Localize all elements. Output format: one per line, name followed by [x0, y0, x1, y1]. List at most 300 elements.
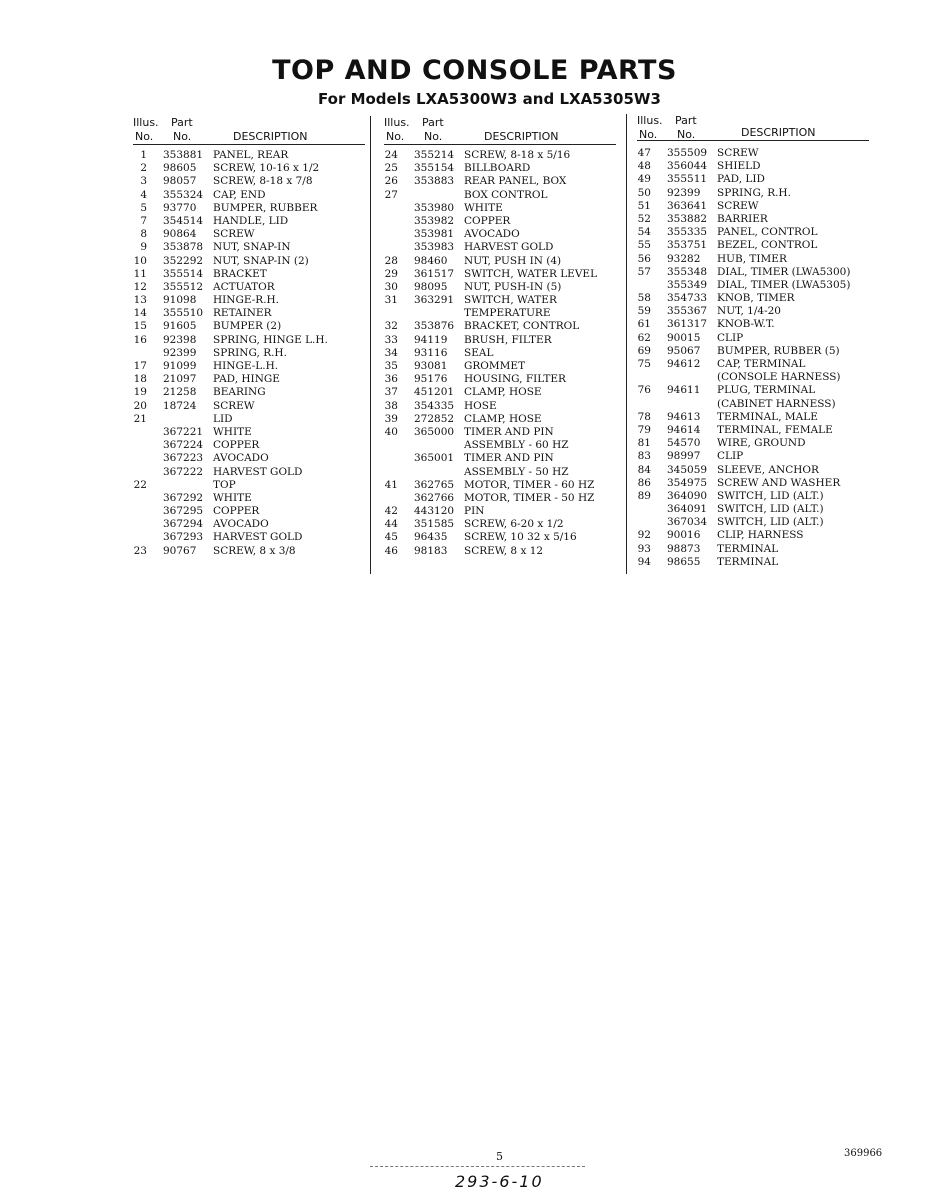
part-number: 353878 — [163, 241, 204, 254]
table-row — [133, 320, 365, 333]
illus-number: 40 — [384, 425, 398, 438]
page-title: TOP AND CONSOLE PARTS — [272, 55, 677, 86]
illus-number: 3 — [140, 175, 147, 188]
part-number: 355514 — [163, 267, 204, 280]
illus-number: 51 — [637, 199, 651, 212]
illus-number: 94 — [637, 555, 651, 568]
part-description: (CABINET HARNESS) — [717, 397, 836, 410]
table-row — [384, 241, 616, 254]
part-number: 94119 — [414, 333, 448, 346]
part-number: 94611 — [667, 384, 701, 397]
part-description: BRACKET — [213, 267, 267, 280]
part-description: SCREW, 8-18 x 5/16 — [464, 149, 571, 161]
part-number: 93081 — [414, 360, 448, 372]
part-number: 90767 — [163, 544, 197, 557]
table-row — [637, 411, 869, 424]
table-row — [384, 426, 616, 439]
part-number: 362765 — [414, 478, 455, 491]
part-number: 367221 — [163, 425, 204, 438]
illus-number: 37 — [384, 386, 398, 399]
part-number: 92399 — [667, 186, 701, 199]
illus-number: 57 — [637, 265, 651, 278]
part-number: 355348 — [667, 265, 708, 278]
illus-number: 84 — [637, 463, 651, 476]
part-no-label: No. — [677, 128, 696, 141]
part-description: HINGE-L.H. — [213, 360, 279, 372]
part-number: 354733 — [667, 292, 708, 305]
part-number: 21258 — [163, 386, 197, 399]
part-number: 353983 — [414, 241, 455, 254]
table-row — [637, 332, 869, 345]
illus-number: 55 — [637, 239, 651, 252]
illus-number: 2 — [140, 162, 147, 175]
part-description: SWITCH, LID (ALT.) — [717, 516, 824, 529]
part-description: SPRING, R.H. — [717, 186, 791, 199]
part-description: REAR PANEL, BOX — [464, 175, 567, 188]
part-number: 98095 — [414, 280, 448, 293]
part-description: NUT, PUSH-IN (5) — [464, 280, 562, 293]
table-row — [133, 307, 365, 320]
header-rule — [384, 144, 616, 145]
part-number: 92398 — [163, 333, 197, 346]
handwritten-note: 293-6-10 — [455, 1172, 544, 1191]
part-description: HOSE — [464, 399, 497, 412]
illus-no-label: No. — [639, 128, 658, 141]
part-no-label: No. — [424, 130, 443, 143]
illus-number: 13 — [133, 294, 147, 307]
table-row — [384, 400, 616, 413]
table-row — [637, 371, 869, 384]
table-row — [133, 202, 365, 215]
table-row — [133, 294, 365, 307]
illus-no-label: No. — [386, 130, 405, 143]
illus-number: 86 — [637, 476, 651, 489]
part-number: 353982 — [414, 214, 455, 227]
illus-number: 26 — [384, 175, 398, 188]
part-description: SCREW, 10 32 x 5/16 — [464, 531, 577, 544]
table-row — [384, 413, 616, 426]
illus-number: 34 — [384, 346, 398, 359]
illus-number: 81 — [637, 437, 651, 450]
illus-number: 49 — [637, 173, 651, 186]
part-description: SCREW — [717, 199, 759, 212]
illus-number: 18 — [133, 373, 147, 386]
table-row — [384, 189, 616, 202]
part-number: 345059 — [667, 463, 708, 476]
illus-number: 76 — [637, 384, 651, 397]
part-number: 355214 — [414, 149, 455, 161]
table-row — [637, 398, 869, 411]
illus-number: 8 — [140, 228, 147, 241]
part-description: DIAL, TIMER (LWA5300) — [717, 265, 851, 278]
part-number: 353883 — [414, 175, 455, 188]
part-description: PANEL, CONTROL — [717, 226, 818, 239]
illus-number: 54 — [637, 226, 651, 239]
part-description: SCREW — [717, 147, 759, 159]
page-subtitle: For Models LXA5300W3 and LXA5305W3 — [318, 90, 661, 108]
table-row — [637, 318, 869, 331]
illus-number: 22 — [133, 478, 147, 491]
illus-number: 36 — [384, 373, 398, 386]
part-description: SWITCH, LID (ALT.) — [717, 489, 824, 502]
part-number: 90864 — [163, 228, 197, 241]
table-row — [384, 294, 616, 307]
part-description: SCREW, 6-20 x 1/2 — [464, 518, 564, 531]
part-description: BRUSH, FILTER — [464, 333, 552, 346]
part-number: 95176 — [414, 373, 448, 386]
part-number: 98183 — [414, 544, 448, 557]
table-row — [133, 175, 365, 188]
table-row — [637, 477, 869, 490]
part-description: ACTUATOR — [213, 280, 275, 293]
part-description: SCREW — [213, 399, 255, 412]
part-description: LID — [213, 412, 233, 425]
table-row — [133, 413, 365, 426]
page-number: 5 — [496, 1150, 503, 1163]
part-description: AVOCADO — [464, 228, 520, 241]
table-row — [384, 360, 616, 373]
part-number: 90016 — [667, 529, 701, 542]
part-number: 362766 — [414, 491, 455, 504]
part-number: 364091 — [667, 503, 708, 516]
illus-number: 27 — [384, 188, 398, 201]
illus-number: 93 — [637, 542, 651, 555]
part-number: 355154 — [414, 162, 455, 175]
table-row — [133, 241, 365, 254]
part-description: MOTOR, TIMER - 50 HZ — [464, 491, 595, 504]
part-description: SCREW, 10-16 x 1/2 — [213, 162, 320, 175]
table-row — [384, 545, 616, 558]
part-number: 356044 — [667, 160, 708, 173]
part-description: SCREW, 8 x 3/8 — [213, 544, 296, 557]
column-header — [133, 116, 365, 146]
table-row — [637, 147, 869, 160]
illus-number: 10 — [133, 254, 147, 267]
part-number: 443120 — [414, 505, 455, 518]
description-label: DESCRIPTION — [484, 130, 559, 143]
part-description: RETAINER — [213, 307, 272, 320]
table-row — [384, 386, 616, 399]
part-number: 93770 — [163, 201, 197, 214]
part-number: 361517 — [414, 267, 455, 280]
table-row — [133, 545, 365, 558]
illus-number: 11 — [133, 267, 147, 280]
part-description: CLAMP, HOSE — [464, 386, 542, 399]
table-row — [384, 268, 616, 281]
part-number: 367034 — [667, 516, 708, 529]
part-description: WHITE — [464, 201, 503, 214]
part-description: WHITE — [213, 425, 252, 438]
part-number: 354514 — [163, 214, 204, 227]
part-number: 361317 — [667, 318, 708, 331]
table-row — [133, 255, 365, 268]
parts-column-2 — [384, 116, 616, 558]
illus-number: 62 — [637, 331, 651, 344]
illus-number: 52 — [637, 212, 651, 225]
illus-number: 21 — [133, 412, 147, 425]
table-row — [637, 173, 869, 186]
illus-label: Illus. — [637, 114, 663, 127]
part-description: SPRING, R.H. — [213, 346, 287, 359]
part-description: BOX CONTROL — [464, 188, 548, 201]
table-row — [637, 200, 869, 213]
table-row — [637, 437, 869, 450]
illus-label: Illus. — [133, 116, 159, 129]
table-row — [384, 452, 616, 465]
part-number: 93282 — [667, 252, 701, 265]
part-description: AVOCADO — [213, 518, 269, 531]
part-number: 367293 — [163, 531, 204, 544]
illus-number: 78 — [637, 410, 651, 423]
part-description: HARVEST GOLD — [464, 241, 554, 254]
table-row — [384, 149, 616, 162]
part-description: SCREW — [213, 228, 255, 241]
part-description: SEAL — [464, 346, 494, 359]
illus-number: 61 — [637, 318, 651, 331]
table-row — [384, 373, 616, 386]
table-row — [637, 464, 869, 477]
illus-number: 38 — [384, 399, 398, 412]
illus-number: 7 — [140, 214, 147, 227]
part-no-label: No. — [173, 130, 192, 143]
part-number: 93116 — [414, 346, 448, 359]
table-row — [133, 386, 365, 399]
table-row — [637, 490, 869, 503]
part-description: PAD, HINGE — [213, 373, 280, 386]
part-number: 353882 — [667, 212, 708, 225]
table-row — [384, 518, 616, 531]
part-number: 353876 — [414, 320, 455, 333]
part-description: SWITCH, WATER LEVEL — [464, 267, 598, 280]
part-description: GROMMET — [464, 360, 526, 372]
illus-number: 15 — [133, 320, 147, 333]
table-row — [133, 531, 365, 544]
scan-mark — [370, 1166, 585, 1167]
part-description: NUT, SNAP-IN — [213, 241, 291, 254]
document-number: 369966 — [844, 1148, 883, 1159]
column-divider-1 — [370, 116, 371, 574]
part-description: PANEL, REAR — [213, 149, 289, 161]
table-row — [133, 426, 365, 439]
part-number: 367222 — [163, 465, 204, 478]
part-description: CLIP — [717, 450, 744, 463]
part-number: 365000 — [414, 425, 455, 438]
part-description: ASSEMBLY - 50 HZ — [464, 465, 569, 478]
part-number: 92399 — [163, 346, 197, 359]
illus-number: 20 — [133, 399, 147, 412]
part-number: 94612 — [667, 358, 701, 370]
table-row — [637, 239, 869, 252]
table-row — [637, 358, 869, 371]
part-description: WIRE, GROUND — [717, 437, 806, 450]
part-description: BILLBOARD — [464, 162, 531, 175]
part-description: HARVEST GOLD — [213, 465, 303, 478]
part-description: SCREW AND WASHER — [717, 476, 841, 489]
table-row — [384, 347, 616, 360]
part-number: 353751 — [667, 239, 708, 252]
part-number: 272852 — [414, 412, 455, 425]
part-description: CAP, TERMINAL — [717, 358, 806, 370]
part-description: HINGE-R.H. — [213, 294, 280, 307]
part-number: 18724 — [163, 399, 197, 412]
illus-number: 25 — [384, 162, 398, 175]
header-rule — [637, 140, 869, 141]
part-number: 54570 — [667, 437, 701, 450]
illus-number: 89 — [637, 489, 651, 502]
part-description: BEARING — [213, 386, 266, 399]
part-description: PAD, LID — [717, 173, 765, 186]
table-row — [384, 334, 616, 347]
table-row — [637, 543, 869, 556]
table-row — [133, 505, 365, 518]
part-description: KNOB, TIMER — [717, 292, 795, 305]
part-description: NUT, PUSH IN (4) — [464, 254, 562, 267]
part-number: 355335 — [667, 226, 708, 239]
table-row — [637, 450, 869, 463]
parts-column-1 — [133, 116, 365, 558]
part-number: 353981 — [414, 228, 455, 241]
part-description: TOP — [213, 478, 236, 491]
table-row — [133, 452, 365, 465]
part-description: (CONSOLE HARNESS) — [717, 371, 841, 384]
illus-number: 45 — [384, 531, 398, 544]
part-number: 363291 — [414, 294, 455, 307]
table-row — [637, 529, 869, 542]
part-number: 353980 — [414, 201, 455, 214]
table-row — [637, 292, 869, 305]
part-number: 355324 — [163, 188, 204, 201]
illus-number: 58 — [637, 292, 651, 305]
part-description: HUB, TIMER — [717, 252, 787, 265]
illus-number: 46 — [384, 544, 398, 557]
part-number: 355349 — [667, 278, 708, 291]
table-row — [133, 189, 365, 202]
table-row — [637, 345, 869, 358]
table-row — [637, 279, 869, 292]
illus-number: 56 — [637, 252, 651, 265]
part-description: CLIP, HARNESS — [717, 529, 804, 542]
part-description: HANDLE, LID — [213, 214, 289, 227]
table-row — [384, 479, 616, 492]
table-row — [637, 424, 869, 437]
part-number: 98460 — [414, 254, 448, 267]
illus-number: 12 — [133, 280, 147, 293]
part-description: SCREW, 8-18 x 7/8 — [213, 175, 313, 188]
parts-list — [133, 149, 365, 558]
table-row — [637, 160, 869, 173]
part-number: 355367 — [667, 305, 708, 318]
table-row — [384, 505, 616, 518]
part-description: AVOCADO — [213, 452, 269, 465]
column-header — [384, 116, 616, 146]
illus-number: 31 — [384, 294, 398, 307]
part-number: 21097 — [163, 373, 197, 386]
illus-number: 44 — [384, 518, 398, 531]
illus-number: 24 — [384, 149, 398, 161]
illus-number: 29 — [384, 267, 398, 280]
illus-number: 69 — [637, 344, 651, 357]
table-row — [637, 503, 869, 516]
part-number: 98605 — [163, 162, 197, 175]
part-description: BUMPER (2) — [213, 320, 282, 333]
description-label: DESCRIPTION — [741, 126, 816, 139]
part-description: CLAMP, HOSE — [464, 412, 542, 425]
part-number: 367224 — [163, 439, 204, 452]
parts-list — [637, 147, 869, 569]
table-row — [637, 253, 869, 266]
part-number: 94613 — [667, 410, 701, 423]
illus-number: 1 — [140, 149, 147, 161]
part-description: WHITE — [213, 491, 252, 504]
table-row — [384, 281, 616, 294]
illus-number: 59 — [637, 305, 651, 318]
illus-number: 9 — [140, 241, 147, 254]
part-number: 354975 — [667, 476, 708, 489]
illus-number: 79 — [637, 423, 651, 436]
part-description: SLEEVE, ANCHOR — [717, 463, 819, 476]
part-number: 91605 — [163, 320, 197, 333]
table-row — [384, 466, 616, 479]
part-description: KNOB-W.T. — [717, 318, 775, 331]
part-description: PLUG, TERMINAL — [717, 384, 816, 397]
part-number: 364090 — [667, 489, 708, 502]
illus-number: 48 — [637, 160, 651, 173]
part-number: 98873 — [667, 542, 701, 555]
table-row — [384, 320, 616, 333]
part-description: BARRIER — [717, 212, 768, 225]
part-description: NUT, SNAP-IN (2) — [213, 254, 309, 267]
illus-number: 50 — [637, 186, 651, 199]
part-number: 91099 — [163, 360, 197, 372]
table-row — [133, 149, 365, 162]
part-number: 355511 — [667, 173, 708, 186]
part-description: MOTOR, TIMER - 60 HZ — [464, 478, 595, 491]
illus-number: 92 — [637, 529, 651, 542]
table-row — [133, 400, 365, 413]
part-description: TIMER AND PIN — [464, 452, 554, 465]
table-row — [133, 439, 365, 452]
part-description: TERMINAL — [717, 542, 779, 555]
table-row — [133, 360, 365, 373]
part-description: SHIELD — [717, 160, 761, 173]
table-row — [637, 226, 869, 239]
table-row — [133, 334, 365, 347]
illus-number: 14 — [133, 307, 147, 320]
table-row — [384, 307, 616, 320]
part-description: BRACKET, CONTROL — [464, 320, 580, 333]
part-description: HARVEST GOLD — [213, 531, 303, 544]
illus-no-label: No. — [135, 130, 154, 143]
illus-number: 28 — [384, 254, 398, 267]
table-row — [133, 518, 365, 531]
illus-number: 16 — [133, 333, 147, 346]
illus-number: 35 — [384, 360, 398, 372]
part-number: 355510 — [163, 307, 204, 320]
part-number: 354335 — [414, 399, 455, 412]
part-number: 98057 — [163, 175, 197, 188]
part-number: 352292 — [163, 254, 204, 267]
table-row — [637, 556, 869, 569]
part-description: COPPER — [213, 439, 260, 452]
part-description: NUT, 1/4-20 — [717, 305, 781, 318]
parts-column-3 — [637, 114, 869, 569]
illus-number: 83 — [637, 450, 651, 463]
table-row — [133, 281, 365, 294]
table-row — [133, 215, 365, 228]
part-number: 367295 — [163, 505, 204, 518]
part-number: 367223 — [163, 452, 204, 465]
table-row — [384, 255, 616, 268]
